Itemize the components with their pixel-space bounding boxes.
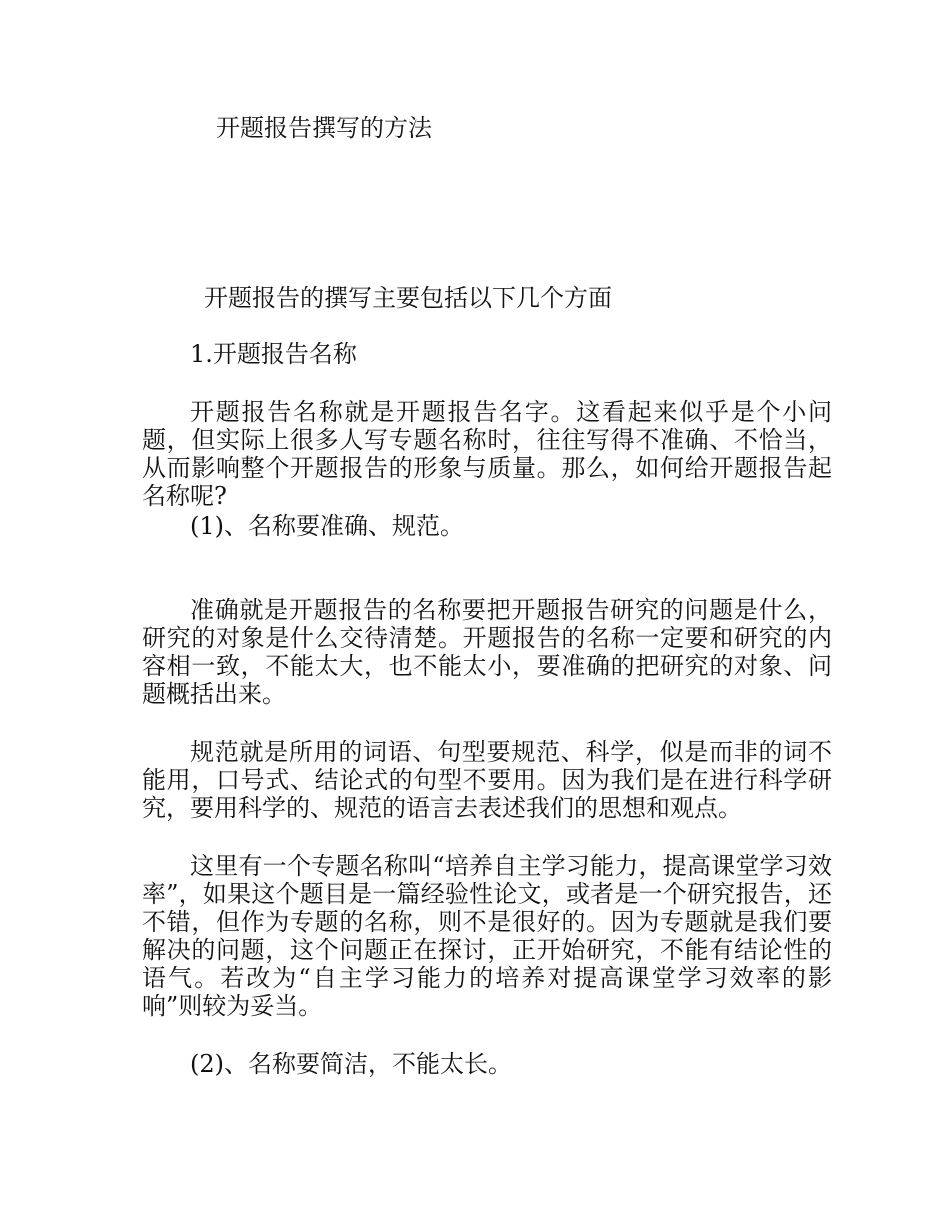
paragraph-3 <box>142 738 832 822</box>
item-heading-2 <box>142 1050 832 1078</box>
paragraph-text: 规范就是所用的词语、句型要规范、科学，似是而非的词不能用，口号式、结论式的句型不要用。因为我们是在进行科学研究，要用科学的、规范的语言去表述我们的思想和观点。 <box>142 738 832 822</box>
item-heading-text: (1)、名称要准确、规范。 <box>190 512 464 540</box>
paragraph-text: 这里有一个专题名称叫“培养自主学习能力，提高课堂学习效率”，如果这个题目是一篇经验性论文，或者是一个研究报告，还不错，但作为专题的名称，则不是很好的。因为专题就是我们要解决的问题，这个问题正在探讨，正开始研究，不能有结论性的语气。若改为“自主学习能力的培养对提高课堂学习效率的影响”则较为妥当。 <box>142 852 832 1020</box>
item-heading-text: (2)、名称要简洁，不能太长。 <box>190 1050 512 1078</box>
section-heading-1 <box>142 340 832 368</box>
paragraph-text: 开题报告名称就是开题报告名字。这看起来似乎是个小问题，但实际上很多人写专题名称时，往往写得不准确、不恰当，从而影响整个开题报告的形象与质量。那么，如何给开题报告起名称呢? <box>142 398 832 510</box>
document-title: 开题报告撰写的方法 <box>216 114 432 142</box>
paragraph-4 <box>142 852 832 1020</box>
item-heading-1 <box>142 512 832 540</box>
paragraph-text: 准确就是开题报告的名称要把开题报告研究的问题是什么，研究的对象是什么交待清楚。开题报告的名称一定要和研究的内容相一致，不能太大，也不能太小，要准确的把研究的对象、问题概括出来。 <box>142 596 832 708</box>
paragraph-2 <box>142 596 832 708</box>
document-subtitle: 开题报告的撰写主要包括以下几个方面 <box>204 284 612 312</box>
paragraph-1 <box>142 398 832 510</box>
section-heading-text: 1.开题报告名称 <box>190 340 357 368</box>
